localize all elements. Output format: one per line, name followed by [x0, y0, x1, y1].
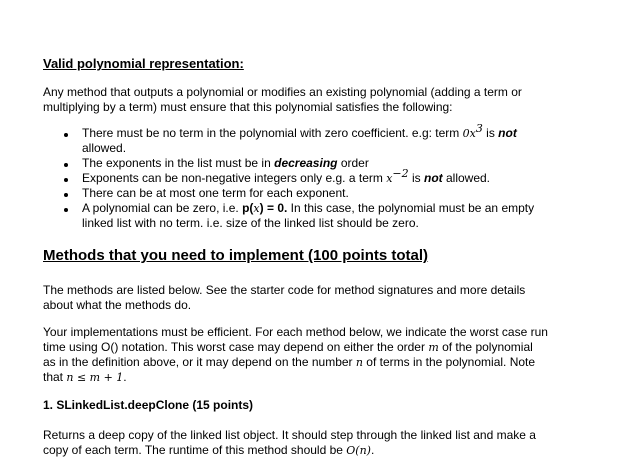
bullet-dot	[64, 133, 68, 137]
efficiency-para-line-3: as in the definition above, or it may depend on the number n of terms in the polynomial. Note	[43, 355, 536, 369]
bullet-5-line-1: A polynomial can be zero, i.e. p(x) = 0. In this case, the polynomial must be an empty	[82, 201, 535, 215]
method-1-heading: 1. SLinkedList.deepClone (15 points)	[43, 398, 254, 412]
efficiency-para-line-2: time using O() notation. This worst case may depend on either the order m of the polynomial	[43, 340, 533, 354]
bullet-2: The exponents in the list must be in decreasing order	[82, 156, 369, 170]
section-heading-methods: Methods that you need to implement (100 points total)	[43, 247, 429, 264]
intro-line-1: Any method that outputs a polynomial or modifies an existing polynomial (adding a term or	[43, 85, 522, 99]
method-1-desc-line-1: Returns a deep copy of the linked list object. It should step through the linked list and make a	[43, 428, 536, 442]
efficiency-para-line-1: Your implementations must be efficient. For each method below, we indicate the worst case run	[43, 325, 548, 339]
bullet-dot	[64, 178, 68, 182]
bullet-dot	[64, 163, 68, 167]
bullet-4: There can be at most one term for each exponent.	[82, 186, 349, 200]
methods-para-1-line-1: The methods are listed below. See the starter code for method signatures and more details	[43, 283, 526, 297]
bullet-1-line-1: There must be no term in the polynomial with zero coefficient. e.g: term $0x^3$ is not	[82, 122, 517, 140]
bullet-dot	[64, 208, 68, 212]
methods-para-1-line-2: about what the methods do.	[43, 298, 192, 312]
method-1-desc-line-2: copy of each term. The runtime of this method should be O(n).	[43, 443, 375, 457]
bullet-3: Exponents can be non-negative integers only e.g. a term $x^{-2}$ is not allowed.	[82, 167, 491, 185]
bullet-1-line-2: allowed.	[82, 141, 127, 155]
bullet-5-line-2: linked list with no term. i.e. size of the linked list should be zero.	[82, 216, 419, 230]
intro-line-2: multiplying by a term) must ensure that this polynomial satisfies the following:	[43, 100, 453, 114]
bullet-dot	[64, 193, 68, 197]
efficiency-para-line-4: that n ≤ m + 1.	[43, 370, 127, 384]
section-heading-valid-polynomial: Valid polynomial representation:	[43, 56, 244, 71]
